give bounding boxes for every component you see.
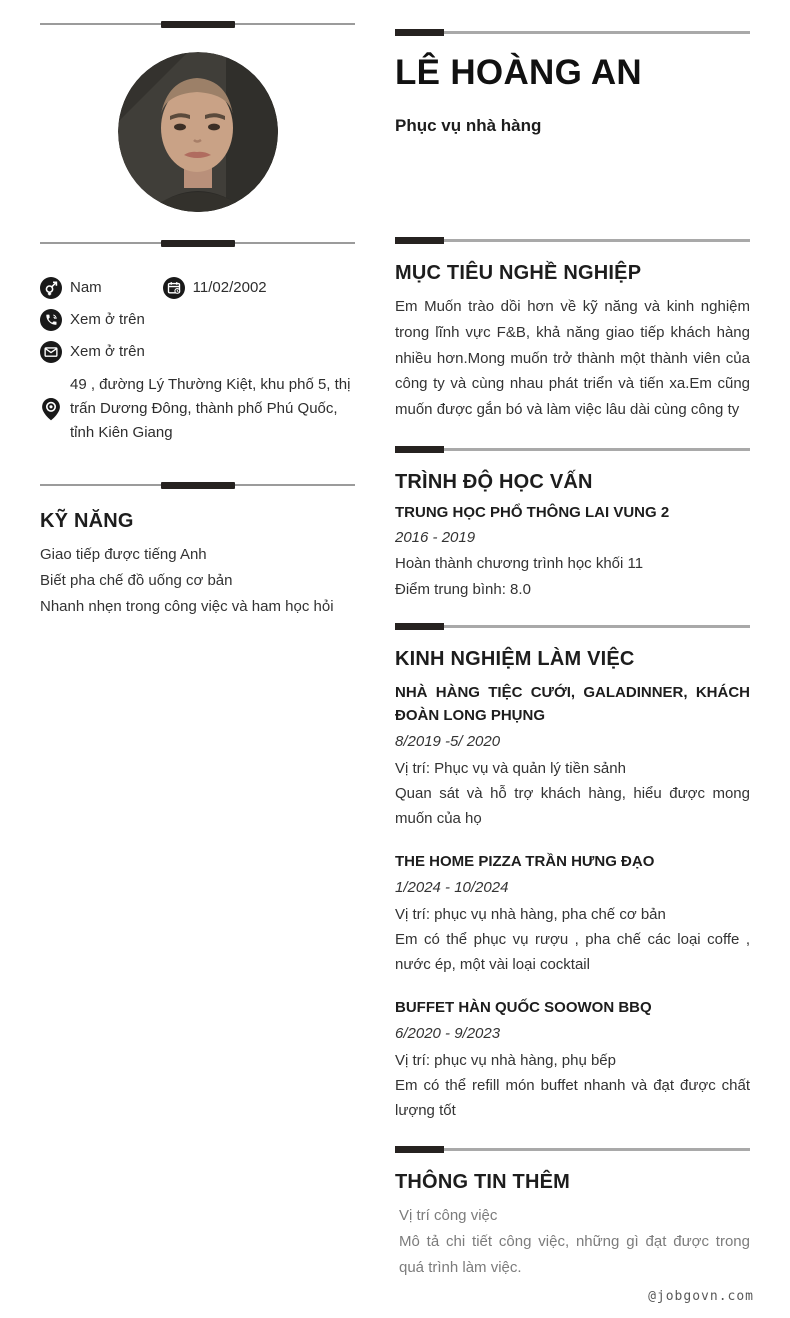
job-company: NHÀ HÀNG TIỆC CƯỚI, GALADINNER, KHÁCH ĐOÀN LONG PHỤNG bbox=[395, 683, 750, 724]
contact-info bbox=[40, 277, 355, 445]
education-period: 2016 - 2019 bbox=[395, 528, 476, 546]
skills-title: KỸ NĂNG bbox=[40, 510, 134, 532]
contact-row-email bbox=[40, 341, 355, 363]
job-period: 6/2020 - 9/2023 bbox=[395, 1024, 501, 1042]
additional-placeholder-line: Mô tả chi tiết công việc, những gì đạt được trong quá trình làm việc. bbox=[399, 1232, 750, 1276]
calendar-icon bbox=[163, 277, 185, 299]
address-value: 49 , đường Lý Thường Kiệt, khu phố 5, thị trấn Dương Đông, thành phố Phú Quốc, tỉnh Kiên Giang bbox=[70, 376, 351, 441]
section-education bbox=[395, 446, 750, 603]
birthday-value: 11/02/2002 bbox=[192, 279, 267, 296]
job-entry bbox=[395, 996, 750, 1124]
job-period: 8/2019 -5/ 2020 bbox=[395, 732, 501, 750]
job-position: Vị trí: phục vụ nhà hàng, pha chế cơ bản bbox=[395, 905, 666, 923]
skills-list bbox=[40, 542, 355, 620]
phone-icon bbox=[40, 309, 62, 331]
skill-item: Nhanh nhẹn trong công việc và ham học hỏi bbox=[40, 598, 334, 615]
additional-title: THÔNG TIN THÊM bbox=[395, 1170, 571, 1193]
job-entry bbox=[395, 850, 750, 978]
location-icon bbox=[40, 398, 62, 420]
contact-row-address bbox=[40, 373, 355, 445]
phone-value: Xem ở trên bbox=[70, 311, 145, 328]
education-detail: Điểm trung bình: 8.0 bbox=[395, 580, 531, 598]
job-description: Em có thể phục vụ rượu , pha chế các loại coffe , nước ép, một vài loại cocktail bbox=[395, 930, 750, 974]
education-title: TRÌNH ĐỘ HỌC VẤN bbox=[395, 470, 593, 493]
education-detail: Hoàn thành chương trình học khối 11 bbox=[395, 554, 644, 572]
job-position: Vị trí: Phục vụ và quản lý tiền sảnh bbox=[395, 759, 626, 777]
experience-title: KINH NGHIỆM LÀM VIỆC bbox=[395, 647, 635, 670]
divider bbox=[40, 240, 355, 247]
email-icon bbox=[40, 341, 62, 363]
job-company: THE HOME PIZZA TRẦN HƯNG ĐẠO bbox=[395, 852, 655, 870]
skill-item: Biết pha chế đồ uống cơ bản bbox=[40, 572, 233, 589]
job-description: Em có thể refill món buffet nhanh và đạt được chất lượng tốt bbox=[395, 1076, 750, 1120]
divider bbox=[395, 446, 750, 453]
divider bbox=[395, 29, 750, 36]
divider bbox=[395, 623, 750, 630]
watermark: @jobgovn.com bbox=[648, 1289, 754, 1304]
skill-item: Giao tiếp được tiếng Anh bbox=[40, 546, 207, 563]
divider bbox=[40, 482, 355, 489]
job-company: BUFFET HÀN QUỐC SOOWON BBQ bbox=[395, 998, 652, 1016]
section-objective bbox=[395, 237, 750, 423]
job-entry bbox=[395, 681, 750, 832]
contact-row-gender-birthday bbox=[40, 277, 355, 299]
additional-placeholder-line: Vị trí công việc bbox=[399, 1206, 498, 1224]
candidate-name: LÊ HOÀNG AN bbox=[395, 53, 643, 92]
objective-body: Em Muốn trào dồi hơn về kỹ năng và kinh nghiệm trong lĩnh vực F&B, khả năng giao tiếp khách hàng nhiều hơn.Mong muốn trở thành một thành viên của công ty và cùng nhau phát triển và tiến xa.Em cũng muốn được gắn bó và làm việc lâu dài cùng công ty bbox=[395, 298, 750, 419]
right-column bbox=[395, 0, 750, 1281]
gender-icon bbox=[40, 277, 62, 299]
gender-value: Nam bbox=[70, 279, 102, 296]
job-position: Vị trí: phục vụ nhà hàng, phụ bếp bbox=[395, 1051, 616, 1069]
divider bbox=[395, 237, 750, 244]
objective-title: MỤC TIÊU NGHỀ NGHIỆP bbox=[395, 262, 642, 284]
section-additional-info bbox=[395, 1146, 750, 1281]
candidate-job-title: Phục vụ nhà hàng bbox=[395, 116, 542, 135]
school-name: TRUNG HỌC PHỔ THÔNG LAI VUNG 2 bbox=[395, 503, 670, 521]
section-experience bbox=[395, 623, 750, 1124]
job-description: Quan sát và hỗ trợ khách hàng, hiểu được mong muốn của họ bbox=[395, 784, 750, 828]
email-value: Xem ở trên bbox=[70, 343, 145, 360]
avatar bbox=[118, 52, 278, 212]
left-column bbox=[40, 0, 355, 620]
contact-row-phone bbox=[40, 309, 355, 331]
divider bbox=[395, 1146, 750, 1153]
job-period: 1/2024 - 10/2024 bbox=[395, 878, 509, 896]
divider bbox=[40, 21, 355, 28]
